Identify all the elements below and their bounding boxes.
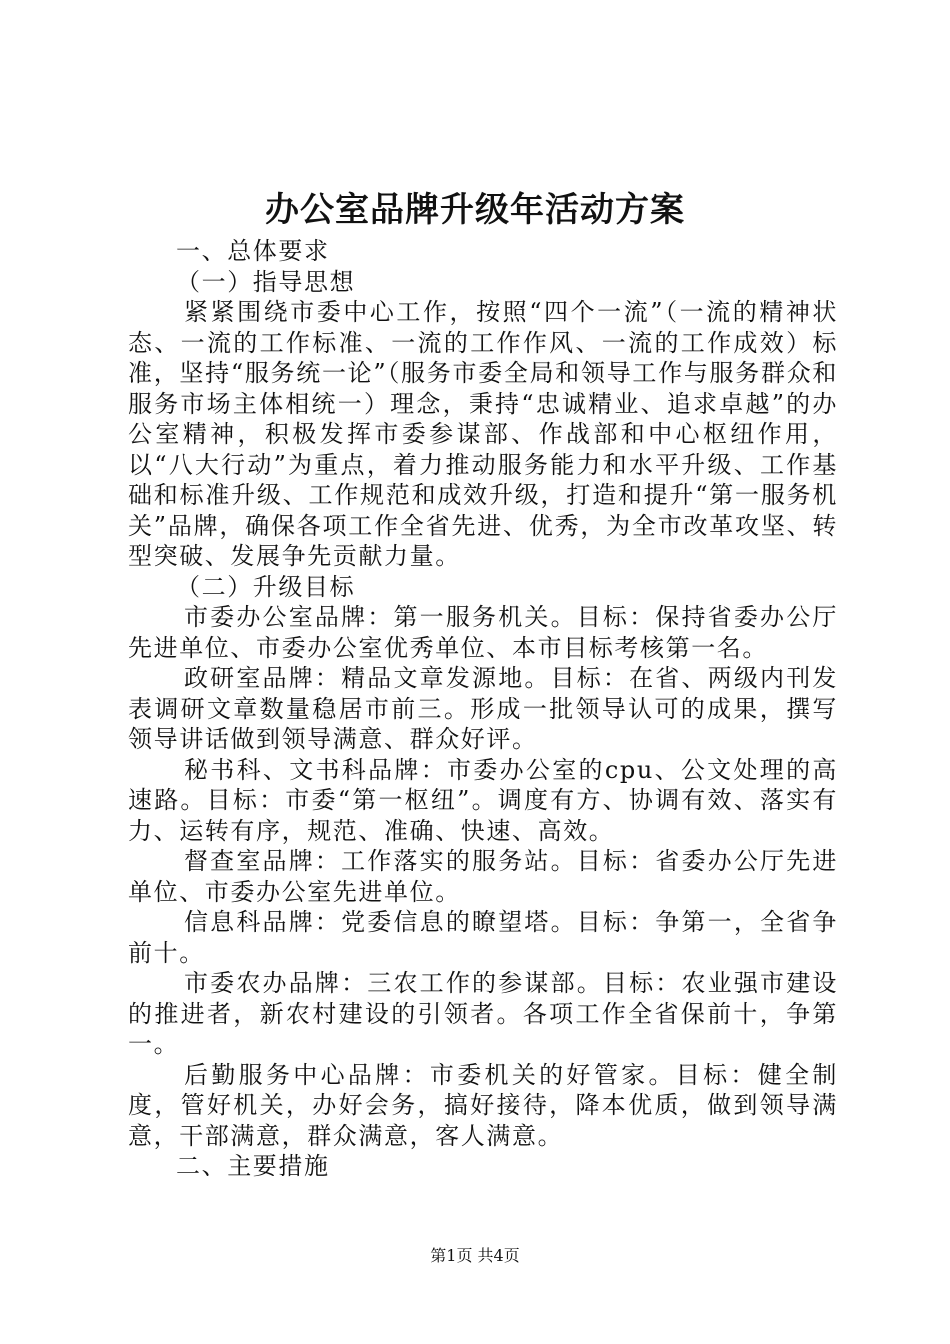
paragraph-logistics-center-brand: 后勤服务中心品牌：市委机关的好管家。目标：健全制度，管好机关，办好会务，搞好接待，降本优质，做到领导满意，干部满意，群众满意，客人满意。 — [128, 1060, 838, 1150]
paragraph-guiding-ideology: 紧紧围绕市委中心工作，按照“四个一流”（一流的精神状态、一流的工作标准、一流的工作作风、一流的工作成效）标准，坚持“服务统一论”（服务市委全局和领导工作与服务群众和服务市场主体相统一）理念，秉持“忠诚精业、追求卓越”的办公室精神，积极发挥市委参谋部、作战部和中心枢纽作用，以“八大行动”为重点，着力推动服务能力和水平升级、工作基础和标准升级、工作规范和成效升级，打造和提升“第一服务机关”品牌，确保各项工作全省先进、优秀，为全市改革攻坚、转型突破、发展争先贡献力量。 — [128, 298, 838, 570]
subsection-heading-guiding-ideology: （一）指导思想 — [176, 267, 356, 296]
section-heading-main-measures: 二、主要措施 — [176, 1152, 330, 1180]
paragraph-information-section-brand: 信息科品牌：党委信息的瞭望塔。目标：争第一，全省争前十。 — [128, 908, 838, 967]
document-body — [128, 236, 838, 1182]
paragraph-research-office-brand: 政研室品牌：精品文章发源地。目标：在省、两级内刊发表调研文章数量稳居市前三。形成一批领导认可的成果，撰写领导讲话做到领导满意、群众好评。 — [128, 664, 838, 753]
page-number-footer: 第1页 共4页 — [430, 1246, 520, 1265]
document-title: 办公室品牌升级年活动方案 — [265, 190, 685, 230]
paragraph-office-brand: 市委办公室品牌：第一服务机关。目标：保持省委办公厅先进单位、市委办公室优秀单位、本市目标考核第一名。 — [128, 603, 838, 662]
paragraph-rural-office-brand: 市委农办品牌：三农工作的参谋部。目标：农业强市建设的推进者，新农村建设的引领者。各项工作全省保前十，争第一。 — [128, 969, 838, 1058]
paragraph-secretary-section-brand: 秘书科、文书科品牌：市委办公室的cpu、公文处理的高速路。目标：市委“第一枢纽”。调度有方、协调有效、落实有力、运转有序，规范、准确、快速、高效。 — [128, 755, 838, 845]
paragraph-supervision-office-brand: 督查室品牌：工作落实的服务站。目标：省委办公厅先进单位、市委办公室先进单位。 — [128, 847, 838, 906]
section-heading-general-requirements: 一、总体要求 — [176, 237, 330, 265]
subsection-heading-upgrade-goals: （二）升级目标 — [176, 572, 356, 601]
